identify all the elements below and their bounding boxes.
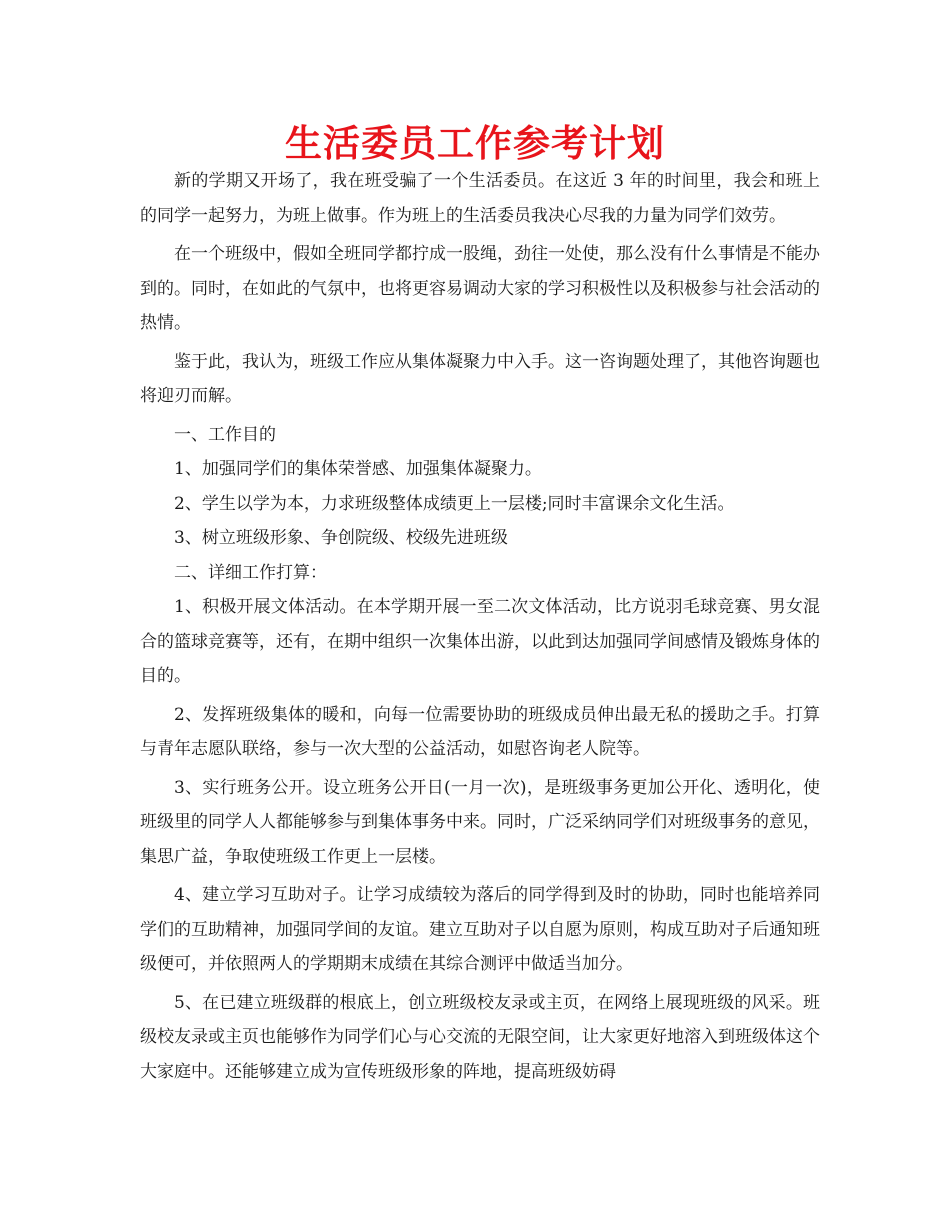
- goal-item-2: 2、学生以学为本，力求班级整体成绩更上一层楼;同时丰富课余文化生活。: [174, 493, 735, 514]
- paragraph-intro: 新的学期又开场了，我在班受骗了一个生活委员。在这近 3 年的时间里，我会和班上的同学一起努力，为班上做事。作为班上的生活委员我决心尽我的力量为同学们效劳。: [140, 171, 820, 226]
- document-body: [140, 164, 820, 1093]
- plan-item-5: 5、在已建立班级群的根底上，创立班级校友录或主页，在网络上展现班级的风采。班级校友录或主页也能够作为同学们心与心交流的无限空间，让大家更好地溶入到班级体这个大家庭中。还能够建立成为宣传班级形象的阵地，提高班级妨碍: [140, 992, 820, 1082]
- document-title: 生活委员工作参考计划: [285, 122, 665, 165]
- paragraph-conclusion: 鉴于此，我认为，班级工作应从集体凝聚力中入手。这一咨询题处理了，其他咨询题也将迎刃而解。: [140, 351, 820, 406]
- plan-item-3: 3、实行班务公开。设立班务公开日(一月一次)，是班级事务更加公开化、透明化，使班级里的同学人人都能够参与到集体事务中来。同时，广泛采纳同学们对班级事务的意见，集思广益，争取使班级工作更上一层楼。: [140, 777, 820, 867]
- goal-item-3: 3、树立班级形象、争创院级、校级先进班级: [174, 528, 508, 548]
- plan-item-1: 1、积极开展文体活动。在本学期开展一至二次文体活动，比方说羽毛球竞赛、男女混合的篮球竞赛等，还有，在期中组织一次集体出游，以此到达加强同学间感情及锻炼身体的目的。: [140, 597, 820, 686]
- goal-item-1: 1、加强同学们的集体荣誉感、加强集体凝聚力。: [174, 459, 542, 479]
- section-heading-plan: 二、详细工作打算：: [174, 562, 327, 583]
- paragraph-unity: 在一个班级中，假如全班同学都拧成一股绳，劲往一处使，那么没有什么事情是不能办到的。同时，在如此的气氛中，也将更容易调动大家的学习积极性以及积极参与社会活动的热情。: [140, 244, 820, 333]
- section-heading-goals: 一、工作目的: [174, 424, 276, 445]
- plan-item-2: 2、发挥班级集体的暖和，向每一位需要协助的班级成员伸出最无私的援助之手。打算与青年志愿队联络，参与一次大型的公益活动，如慰咨询老人院等。: [140, 704, 820, 759]
- plan-item-4: 4、建立学习互助对子。让学习成绩较为落后的同学得到及时的协助，同时也能培养同学们的互助精神，加强同学间的友谊。建立互助对子以自愿为原则，构成互助对子后通知班级便可，并依照两人的学期期末成绩在其综合测评中做适当加分。: [140, 885, 820, 974]
